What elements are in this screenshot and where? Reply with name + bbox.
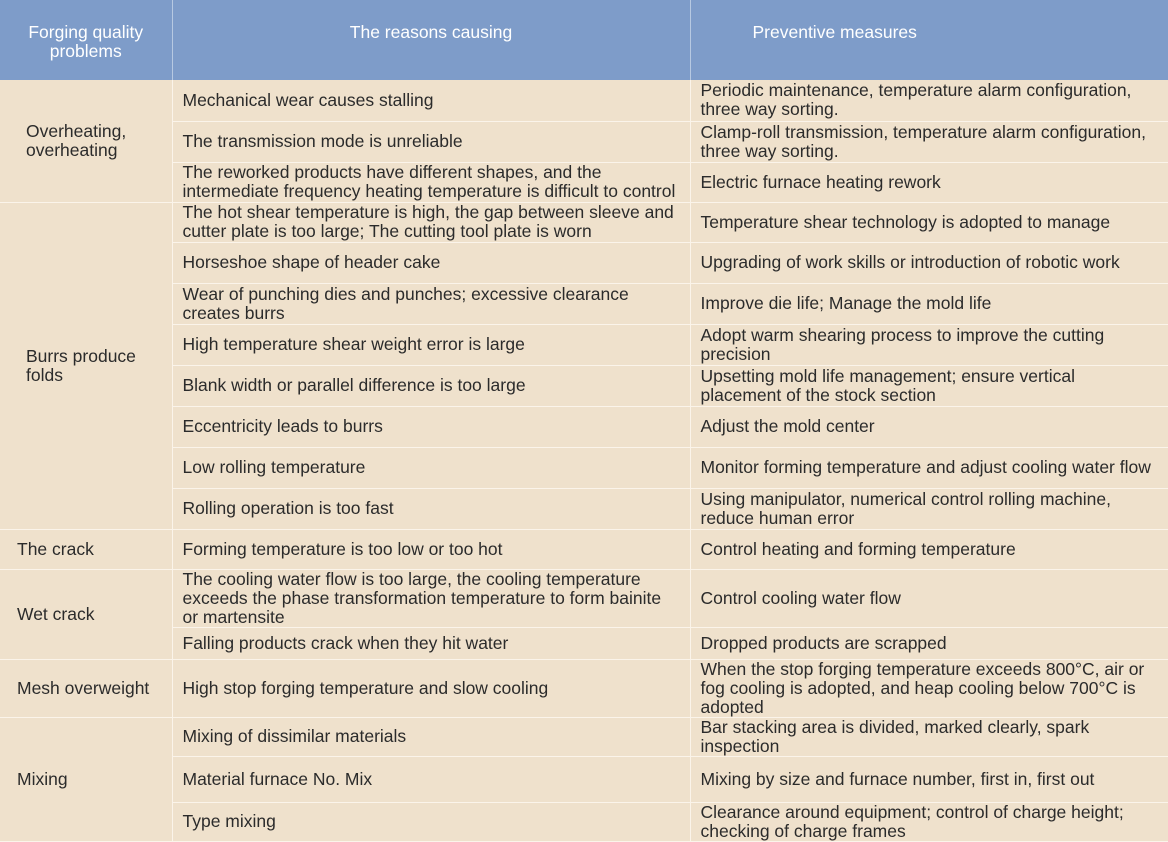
table-row: [0, 627, 1168, 659]
cause-cell: Eccentricity leads to burrs: [172, 406, 690, 447]
problem-cell: Wet crack: [0, 569, 172, 659]
cause-cell: Rolling operation is too fast: [172, 488, 690, 529]
table-row: [0, 162, 1168, 202]
table-row: [0, 121, 1168, 162]
measure-cell: Adjust the mold center: [690, 406, 1168, 447]
measure-cell: Control heating and forming temperature: [690, 529, 1168, 569]
table-body: [0, 80, 1168, 841]
problem-cell: Overheating, overheating: [0, 80, 172, 202]
problem-cell: Mixing: [0, 717, 172, 841]
cause-cell: Blank width or parallel difference is too large: [172, 365, 690, 406]
measure-cell: Dropped products are scrapped: [690, 627, 1168, 659]
problem-cell: Mesh overweight: [0, 659, 172, 717]
problem-cell: The crack: [0, 529, 172, 569]
table-row: [0, 488, 1168, 529]
measure-cell: Clearance around equipment; control of charge height; checking of charge frames: [690, 802, 1168, 841]
cause-cell: Mixing of dissimilar materials: [172, 717, 690, 756]
cause-cell: The reworked products have different shapes, and the intermediate frequency heating temperature is difficult to control: [172, 162, 690, 202]
cause-cell: High stop forging temperature and slow cooling: [172, 659, 690, 717]
table-row: [0, 80, 1168, 121]
cause-cell: The transmission mode is unreliable: [172, 121, 690, 162]
table-header: [0, 0, 1168, 80]
measure-cell: Temperature shear technology is adopted to manage: [690, 202, 1168, 242]
measure-cell: Bar stacking area is divided, marked clearly, spark inspection: [690, 717, 1168, 756]
table-row: [0, 529, 1168, 569]
table-row: [0, 283, 1168, 324]
header-row: [0, 0, 1168, 80]
measure-cell: When the stop forging temperature exceeds 800°C, air or fog cooling is adopted, and heap cooling below 700°C is adopted: [690, 659, 1168, 717]
table-row: [0, 659, 1168, 717]
measure-cell: Control cooling water flow: [690, 569, 1168, 627]
header-preventive-measures: Preventive measures: [690, 0, 1168, 80]
table-row: [0, 406, 1168, 447]
measure-cell: Improve die life; Manage the mold life: [690, 283, 1168, 324]
table-row: [0, 202, 1168, 242]
measure-cell: Clamp-roll transmission, temperature alarm configuration, three way sorting.: [690, 121, 1168, 162]
cause-cell: The cooling water flow is too large, the cooling temperature exceeds the phase transformation temperature to form bainite or martensite: [172, 569, 690, 627]
cause-cell: Horseshoe shape of header cake: [172, 242, 690, 283]
header-forging-quality-problems: Forging quality problems: [0, 0, 172, 80]
cause-cell: Mechanical wear causes stalling: [172, 80, 690, 121]
table-row: [0, 365, 1168, 406]
measure-cell: Upgrading of work skills or introduction of robotic work: [690, 242, 1168, 283]
table-row: [0, 447, 1168, 488]
table-row: [0, 756, 1168, 802]
cause-cell: Forming temperature is too low or too hot: [172, 529, 690, 569]
cause-cell: Type mixing: [172, 802, 690, 841]
cause-cell: Material furnace No. Mix: [172, 756, 690, 802]
table-row: [0, 802, 1168, 841]
measure-cell: Periodic maintenance, temperature alarm configuration, three way sorting.: [690, 80, 1168, 121]
measure-cell: Adopt warm shearing process to improve the cutting precision: [690, 324, 1168, 365]
cause-cell: Low rolling temperature: [172, 447, 690, 488]
measure-cell: Using manipulator, numerical control rolling machine, reduce human error: [690, 488, 1168, 529]
measure-cell: Upsetting mold life management; ensure vertical placement of the stock section: [690, 365, 1168, 406]
cause-cell: Falling products crack when they hit water: [172, 627, 690, 659]
measure-cell: Electric furnace heating rework: [690, 162, 1168, 202]
table-row: [0, 242, 1168, 283]
header-reasons-causing: The reasons causing: [172, 0, 690, 80]
measure-cell: Mixing by size and furnace number, first in, first out: [690, 756, 1168, 802]
measure-cell: Monitor forming temperature and adjust cooling water flow: [690, 447, 1168, 488]
table-row: [0, 717, 1168, 756]
cause-cell: High temperature shear weight error is large: [172, 324, 690, 365]
cause-cell: The hot shear temperature is high, the gap between sleeve and cutter plate is too large; The cutting tool plate is worn: [172, 202, 690, 242]
table-row: [0, 569, 1168, 627]
cause-cell: Wear of punching dies and punches; excessive clearance creates burrs: [172, 283, 690, 324]
table-row: [0, 324, 1168, 365]
problem-cell: Burrs produce folds: [0, 202, 172, 529]
